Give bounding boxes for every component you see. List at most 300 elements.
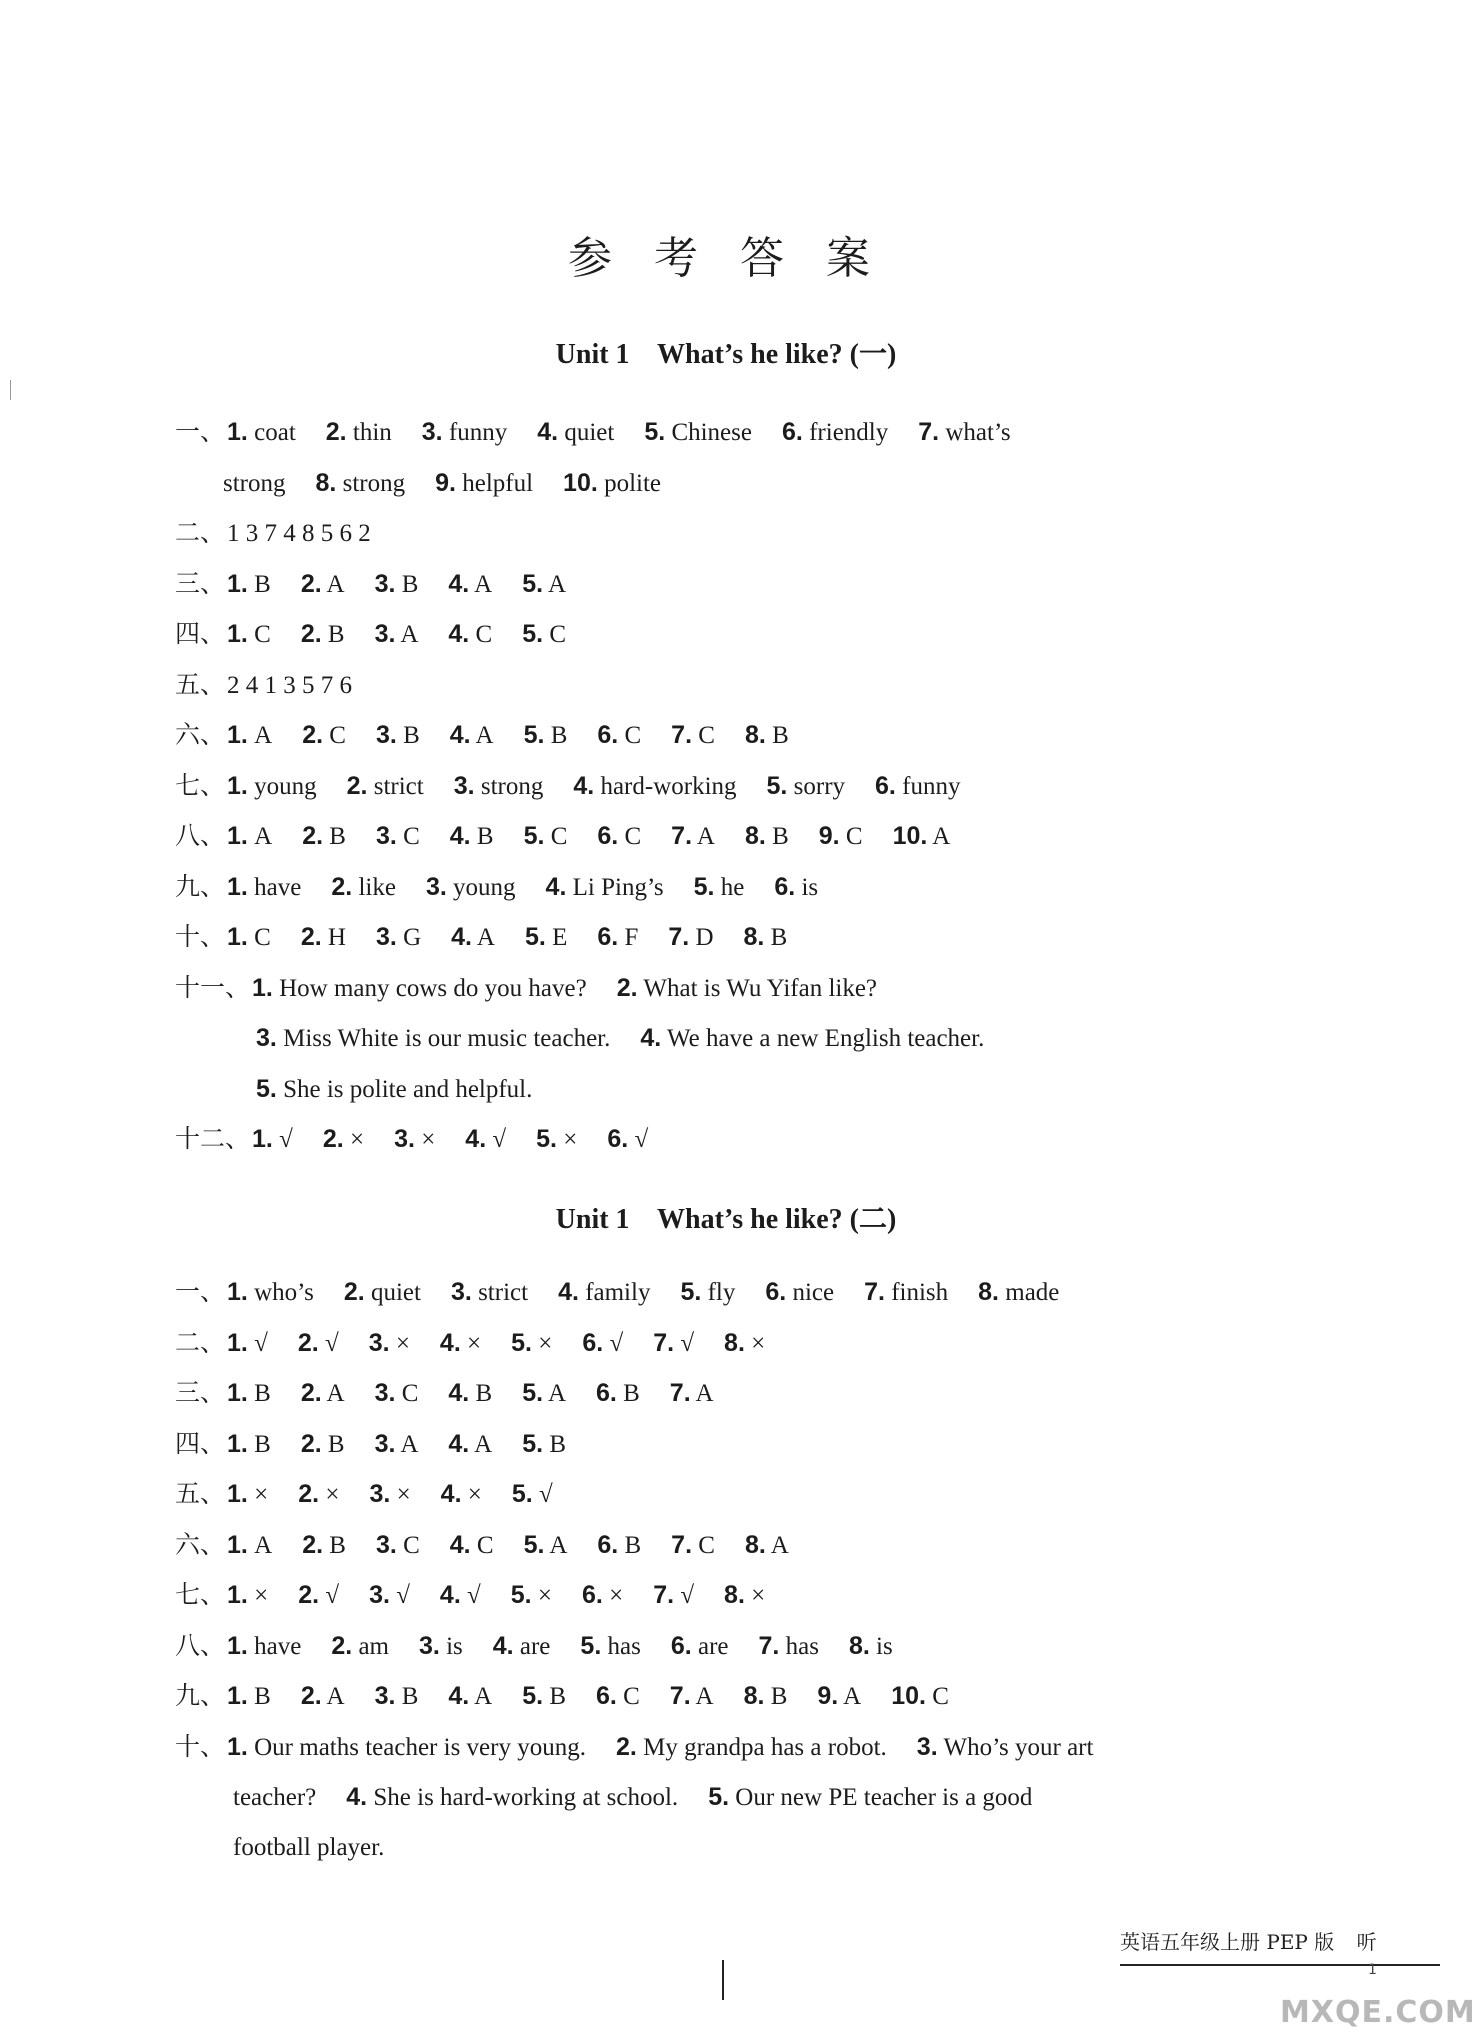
answer-item	[671, 823, 715, 850]
answer-item	[227, 823, 272, 850]
answer-item	[227, 1279, 314, 1306]
answer-item	[301, 924, 346, 951]
answer-text: B	[401, 570, 419, 598]
answer-row	[175, 764, 990, 808]
question-label: 九、	[175, 871, 226, 901]
answer-text: teacher?	[233, 1784, 317, 1811]
item-number: 2.	[331, 1631, 353, 1660]
question-label: 五、	[175, 669, 226, 699]
item-number: 4.	[451, 923, 473, 951]
answer-text: Who’s your art	[943, 1733, 1094, 1761]
item-number: 6.	[774, 872, 796, 901]
item-number: 4.	[346, 1783, 368, 1811]
item-number: 3.	[374, 1429, 396, 1458]
question-label: 七、	[175, 770, 226, 800]
item-number: 4.	[465, 1125, 487, 1153]
item-number: 1.	[227, 872, 248, 901]
answer-text: ×	[325, 1481, 340, 1508]
answer-item	[522, 571, 566, 598]
answer-text: B	[327, 1430, 345, 1458]
answer-text: E	[552, 924, 568, 951]
item-number: 5.	[580, 1631, 602, 1660]
answer-item	[616, 1734, 887, 1761]
answer-text: B	[475, 1380, 493, 1407]
answer-item	[671, 1532, 715, 1559]
answer-text: ×	[538, 1329, 553, 1357]
answer-text: nice	[792, 1279, 835, 1306]
footer-corner-char: 听	[1356, 1930, 1377, 1954]
answer-item	[346, 1784, 678, 1811]
answer-item	[376, 823, 420, 850]
answer-item	[376, 1532, 420, 1559]
answer-text: B	[254, 1430, 271, 1458]
answer-item	[298, 1481, 339, 1508]
item-number: 2.	[297, 1328, 319, 1357]
answer-item	[301, 1431, 345, 1458]
answer-row	[175, 1624, 923, 1668]
answer-item	[375, 1380, 419, 1407]
answer-text: have	[254, 873, 302, 901]
answer-text: B	[549, 1430, 566, 1458]
item-number: 8.	[744, 822, 766, 850]
question-label: 三、	[175, 1378, 226, 1407]
answer-item	[301, 1683, 345, 1710]
item-number: 2.	[615, 1732, 637, 1761]
answer-item	[375, 571, 419, 598]
answer-item	[597, 722, 641, 749]
answer-item	[233, 1834, 384, 1861]
answer-item	[978, 1279, 1059, 1306]
answer-text: A	[932, 823, 951, 850]
answer-item	[724, 1582, 765, 1609]
answer-text: C	[475, 621, 493, 648]
item-number: 5.	[522, 620, 544, 648]
answer-text: ×	[254, 1582, 269, 1609]
answer-text: √	[539, 1481, 553, 1508]
question-label: 八、	[175, 1630, 226, 1660]
answer-text: finish	[891, 1279, 949, 1306]
answer-row	[175, 612, 596, 656]
answer-text: C	[403, 823, 420, 850]
answer-text: who’s	[254, 1279, 314, 1306]
answer-item	[512, 1481, 553, 1508]
answer-item	[511, 1330, 552, 1357]
answer-row	[175, 1117, 678, 1161]
answer-text: A	[400, 1430, 419, 1458]
answer-item	[440, 1582, 481, 1609]
answer-item	[454, 773, 544, 800]
answer-item	[573, 773, 736, 800]
answer-text: A	[549, 1531, 568, 1559]
answer-item	[227, 621, 271, 648]
answer-text: B	[623, 1380, 640, 1407]
answer-item	[668, 924, 713, 951]
answer-row	[175, 1321, 795, 1365]
answer-item	[419, 1633, 463, 1660]
item-number: 2.	[325, 418, 347, 446]
answer-item	[227, 1431, 271, 1458]
item-number: 8.	[315, 468, 337, 497]
answer-text: made	[1005, 1279, 1060, 1306]
answer-item	[344, 1279, 421, 1306]
answer-item	[671, 1633, 729, 1660]
answer-text: B	[329, 1531, 346, 1559]
answer-text: B	[770, 924, 788, 951]
answer-item	[537, 419, 614, 446]
item-number: 1.	[227, 569, 248, 598]
item-number: 3.	[421, 418, 443, 446]
answer-item	[301, 621, 345, 648]
item-number: 5.	[511, 1480, 533, 1508]
answer-item	[298, 1582, 339, 1609]
answer-item	[817, 1683, 861, 1710]
item-number: 4.	[558, 1278, 579, 1306]
answer-text: funny	[448, 419, 508, 446]
answer-item	[918, 419, 1010, 446]
answer-item	[644, 419, 752, 446]
answer-text: ×	[751, 1582, 766, 1609]
answer-item	[227, 672, 352, 699]
answer-item	[426, 874, 516, 901]
answer-item	[653, 1330, 694, 1357]
item-number: 4.	[439, 1581, 461, 1609]
answer-item	[227, 874, 301, 901]
answer-item	[917, 1734, 1094, 1761]
answer-text: What is Wu Yifan like?	[643, 974, 878, 1002]
item-number: 2.	[298, 1480, 320, 1508]
answer-row	[175, 1523, 819, 1567]
answer-item	[227, 1582, 268, 1609]
answer-item	[227, 571, 271, 598]
answer-text: quiet	[564, 419, 615, 446]
answer-text: A	[400, 621, 419, 648]
answer-item	[448, 1431, 492, 1458]
item-number: 8.	[743, 1682, 765, 1710]
answer-item	[597, 924, 638, 951]
answer-text: strict	[373, 772, 424, 800]
answer-row	[175, 966, 907, 1010]
answer-item	[563, 470, 661, 497]
item-number: 2.	[322, 1125, 344, 1153]
item-number: 3.	[374, 1379, 396, 1407]
answer-item	[301, 1380, 345, 1407]
answer-item	[451, 1279, 528, 1306]
item-number: 6.	[596, 1682, 617, 1710]
answer-text: A	[843, 1683, 862, 1710]
item-number: 5.	[766, 771, 788, 800]
answer-text: A	[254, 823, 273, 850]
question-label: 一、	[175, 1277, 226, 1306]
item-number: 5.	[524, 923, 546, 951]
answer-item	[369, 1330, 410, 1357]
watermark: MXQE.COM	[1280, 1995, 1476, 2030]
item-number: 3.	[369, 1581, 390, 1609]
answer-item	[450, 1532, 494, 1559]
answer-row	[175, 511, 401, 555]
answer-text: A	[696, 823, 715, 850]
answer-item	[331, 874, 396, 901]
answer-text: √	[279, 1126, 293, 1153]
answer-item	[558, 1279, 650, 1306]
answer-text: C	[550, 823, 568, 850]
item-number: 9.	[818, 822, 840, 850]
answer-item	[450, 722, 494, 749]
answer-item	[524, 722, 568, 749]
answer-item	[465, 1126, 506, 1153]
item-number: 4.	[448, 1429, 470, 1458]
answer-text: fly	[707, 1279, 736, 1306]
item-number: 6.	[670, 1631, 692, 1660]
answer-item	[369, 1481, 410, 1508]
answer-text: √	[634, 1126, 649, 1153]
item-number: 3.	[453, 771, 475, 800]
answer-text: ×	[396, 1481, 411, 1508]
item-number: 5.	[644, 418, 666, 446]
answer-item	[745, 722, 789, 749]
item-number: 9.	[817, 1682, 839, 1710]
answer-text: young	[254, 772, 317, 800]
answer-item	[759, 1633, 819, 1660]
unit-heading: Unit 1 What’s he like? (一)	[555, 339, 897, 370]
answer-item	[252, 975, 587, 1002]
item-number: 7.	[668, 923, 690, 951]
question-label: 九、	[175, 1681, 226, 1710]
answer-row	[175, 562, 596, 606]
answer-row	[233, 1826, 414, 1870]
question-label: 四、	[175, 1428, 226, 1458]
item-number: 3.	[375, 822, 397, 850]
answer-item	[708, 1784, 1032, 1811]
answer-text: A	[326, 1380, 345, 1407]
answer-item	[640, 1025, 984, 1052]
question-label: 六、	[175, 720, 226, 749]
answer-item	[819, 823, 863, 850]
question-label: 十、	[175, 922, 226, 951]
item-number: 2.	[300, 1379, 322, 1407]
answer-text: ×	[421, 1126, 436, 1153]
answer-item	[375, 1431, 419, 1458]
answer-item	[524, 1532, 568, 1559]
answer-text: F	[624, 924, 639, 951]
item-number: 5.	[522, 1682, 544, 1710]
item-number: 2.	[300, 923, 322, 951]
item-number: 9.	[435, 468, 456, 497]
item-number: 5.	[522, 1429, 544, 1458]
answer-text: B	[624, 1531, 642, 1559]
answer-text: C	[698, 1531, 715, 1559]
answer-item	[441, 1481, 482, 1508]
answer-item	[227, 520, 371, 547]
answer-text: are	[697, 1632, 729, 1660]
answer-text: √	[680, 1329, 695, 1357]
answer-text: B	[770, 1683, 788, 1710]
answer-text: D	[695, 924, 714, 951]
item-number: 6.	[781, 418, 803, 446]
answer-text: family	[585, 1279, 651, 1306]
answer-item	[448, 1380, 492, 1407]
item-number: 5.	[523, 822, 545, 850]
item-number: 3.	[418, 1631, 440, 1660]
answer-item	[227, 722, 272, 749]
answer-item	[774, 874, 818, 901]
answer-text: is	[446, 1632, 463, 1660]
answer-text: ×	[349, 1126, 365, 1153]
item-number: 1.	[227, 1732, 248, 1761]
answer-item	[323, 1126, 364, 1153]
answer-text: C	[845, 823, 863, 850]
answer-item	[252, 1126, 293, 1153]
answer-item	[233, 1784, 316, 1811]
item-number: 3.	[374, 1682, 396, 1710]
answer-item	[227, 773, 317, 800]
answer-item	[440, 1330, 481, 1357]
answer-row	[175, 1270, 1089, 1314]
answer-item	[891, 1683, 949, 1710]
answer-item	[607, 1126, 648, 1153]
item-number: 5.	[511, 1328, 532, 1357]
answer-text: has	[607, 1632, 641, 1660]
answer-item	[227, 1633, 301, 1660]
item-number: 10.	[891, 1682, 926, 1710]
answer-text: A	[474, 1683, 493, 1710]
answer-item	[782, 419, 888, 446]
answer-item	[522, 1683, 566, 1710]
answer-item	[301, 571, 345, 598]
answer-item	[227, 1481, 268, 1508]
answer-text: Chinese	[671, 419, 752, 446]
answer-item	[298, 1330, 339, 1357]
answer-row	[175, 1674, 979, 1718]
page-number: 1	[1368, 1962, 1377, 1978]
item-number: 8.	[724, 1581, 745, 1609]
item-number: 8.	[848, 1631, 870, 1660]
answer-row	[256, 1067, 562, 1111]
answer-text: A	[326, 570, 345, 598]
answer-text: polite	[604, 469, 661, 497]
answer-text: C	[624, 722, 642, 749]
answer-item	[435, 470, 533, 497]
answer-text: B	[549, 1683, 566, 1710]
item-number: 1.	[227, 822, 248, 850]
answer-item	[227, 1683, 271, 1710]
item-number: 8.	[978, 1278, 1000, 1306]
answer-text: what’s	[945, 419, 1011, 446]
answer-text: ×	[609, 1582, 624, 1609]
answer-text: G	[403, 924, 422, 951]
answer-row	[175, 410, 1041, 454]
answer-text: ×	[563, 1126, 578, 1153]
item-number: 2.	[331, 872, 353, 901]
answer-item	[597, 823, 641, 850]
answer-text: 1 3 7 4 8 5 6 2	[227, 520, 371, 547]
item-number: 1.	[227, 1682, 248, 1710]
answer-text: B	[772, 823, 789, 850]
answer-item	[744, 1683, 788, 1710]
answer-text: is	[801, 873, 819, 901]
answer-row	[175, 713, 819, 757]
answer-text: My grandpa has a robot.	[643, 1733, 887, 1761]
answer-item	[227, 419, 296, 446]
answer-text: C	[549, 621, 566, 648]
answer-text: Our new PE teacher is a good	[735, 1784, 1033, 1811]
answer-text: √	[396, 1582, 410, 1609]
answer-item	[369, 1582, 410, 1609]
answer-text: A	[695, 1683, 714, 1710]
answer-item	[256, 1076, 532, 1103]
answer-text: √	[325, 1582, 340, 1609]
item-number: 2.	[302, 822, 324, 850]
question-label: 七、	[175, 1580, 226, 1609]
item-number: 1.	[227, 620, 248, 648]
item-number: 7.	[671, 822, 693, 850]
item-number: 10.	[892, 822, 928, 850]
answer-text: B	[772, 722, 789, 749]
item-number: 3.	[256, 1024, 277, 1052]
answer-text: strong	[342, 469, 406, 497]
answer-text: friendly	[809, 419, 889, 446]
answer-text: quiet	[370, 1279, 421, 1306]
item-number: 3.	[394, 1125, 415, 1153]
answer-text: C	[254, 621, 271, 648]
answer-text: B	[254, 570, 271, 598]
scan-edge-mark	[10, 380, 11, 400]
question-label: 一、	[175, 417, 226, 446]
answer-text: A	[474, 1430, 493, 1458]
item-number: 4.	[449, 721, 471, 749]
answer-text: ×	[467, 1481, 482, 1508]
answer-item	[375, 621, 419, 648]
answer-text: A	[474, 570, 493, 598]
answer-text: ×	[537, 1582, 552, 1609]
item-number: 2.	[616, 973, 638, 1002]
answer-item	[256, 1025, 610, 1052]
answer-item	[347, 773, 424, 800]
item-number: 4.	[545, 872, 567, 901]
answer-text: H	[327, 924, 346, 951]
item-number: 3.	[916, 1732, 938, 1761]
item-number: 3.	[375, 923, 397, 951]
item-number: 5.	[256, 1074, 277, 1103]
answer-row	[175, 663, 382, 707]
item-number: 3.	[374, 569, 396, 598]
question-label: 五、	[175, 1479, 226, 1508]
answer-text: B	[476, 823, 494, 850]
item-number: 5.	[523, 1530, 545, 1559]
item-number: 6.	[765, 1278, 787, 1306]
item-number: 8.	[744, 1530, 766, 1559]
item-number: 2.	[298, 1581, 320, 1609]
item-number: 6.	[581, 1581, 603, 1609]
answer-text: C	[932, 1683, 949, 1710]
answer-text: football player.	[233, 1833, 385, 1861]
answer-item	[745, 1532, 789, 1559]
answer-text: has	[785, 1632, 819, 1660]
answer-text: funny	[902, 772, 961, 800]
item-number: 5.	[693, 872, 715, 901]
answer-item	[849, 1633, 893, 1660]
item-number: 6.	[597, 1530, 619, 1559]
answer-text: hard-working	[600, 772, 737, 800]
answer-item	[227, 1532, 272, 1559]
answer-text: B	[254, 1380, 271, 1407]
answer-item	[670, 1683, 714, 1710]
item-number: 6.	[582, 1328, 604, 1357]
item-number: 4.	[439, 1328, 461, 1357]
answer-item	[331, 1633, 389, 1660]
answer-item	[580, 1633, 640, 1660]
answer-text: helpful	[462, 469, 534, 497]
answer-text: √	[324, 1329, 339, 1357]
